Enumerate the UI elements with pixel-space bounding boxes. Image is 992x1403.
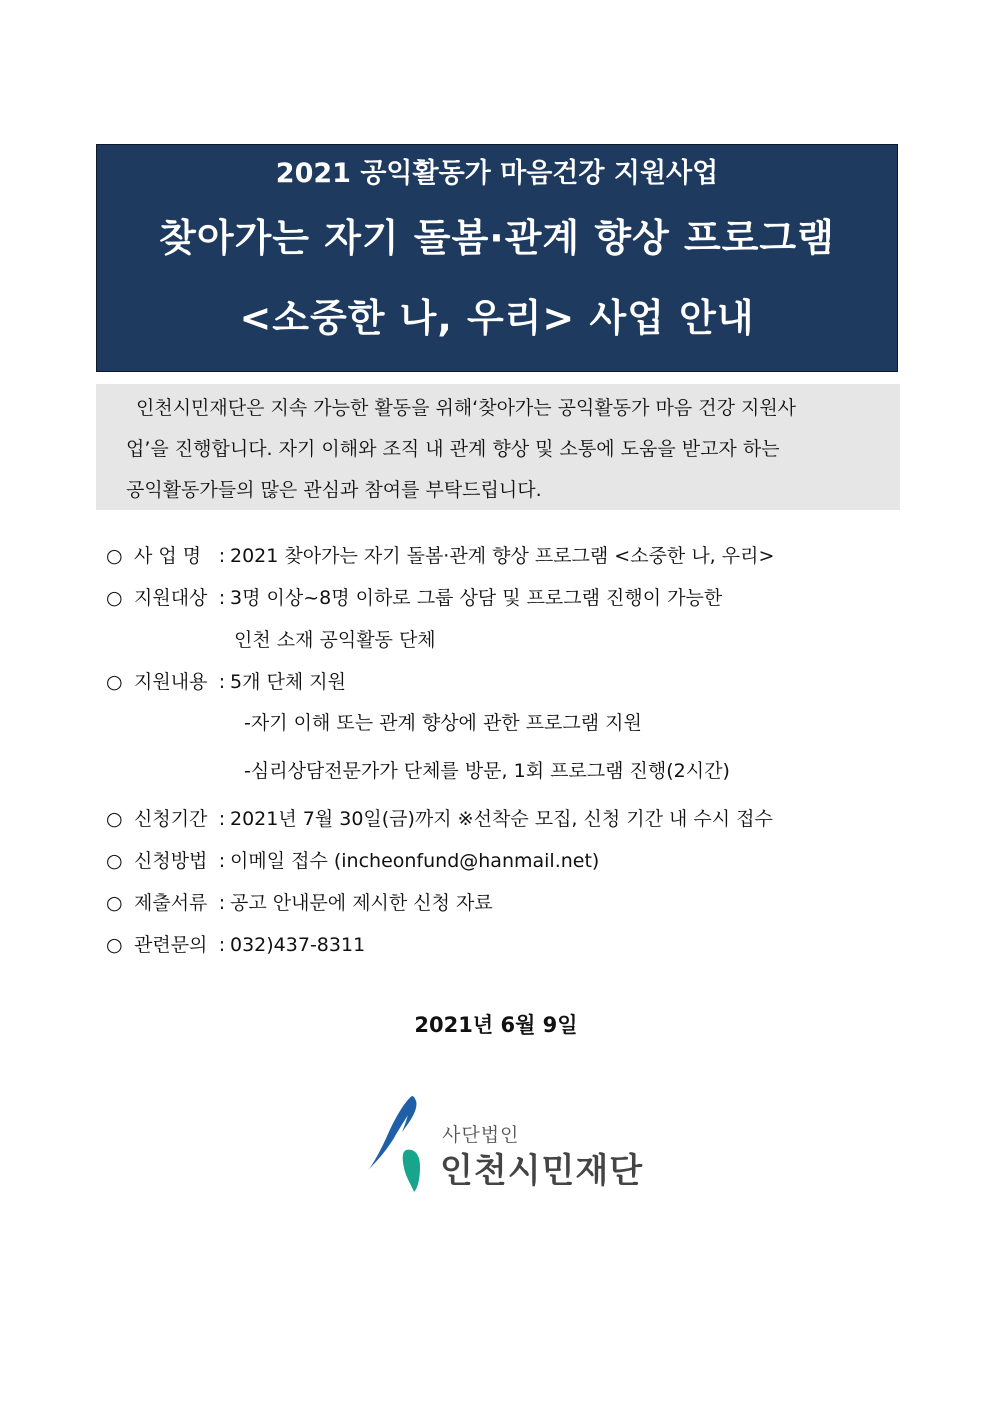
bullet-circle-icon: ○	[106, 934, 123, 956]
logo-name: 인천시민재단	[440, 1151, 644, 1191]
info-colon: :	[218, 587, 226, 609]
info-label: 사 업 명	[134, 545, 202, 567]
title-program-name: 찾아가는 자기 돌봄·관계 향상 프로그램	[159, 216, 835, 260]
info-sub-item: -심리상담전문가가 단체를 방문, 1회 프로그램 진행(2시간)	[244, 760, 730, 782]
info-row-project-name	[106, 543, 774, 569]
title-program-year: 2021 공익활동가 마음건강 지원사업	[275, 158, 719, 189]
info-colon: :	[218, 808, 226, 830]
info-label: 지원대상	[134, 587, 208, 609]
info-value: 3명 이상~8명 이하로 그룹 상담 및 프로그램 진행이 가능한	[230, 587, 723, 609]
intro-paragraph	[96, 384, 900, 510]
bullet-circle-icon: ○	[106, 892, 123, 914]
info-row-support	[106, 669, 346, 695]
info-sub-item: -자기 이해 또는 관계 향상에 관한 프로그램 지원	[244, 712, 642, 734]
info-colon: :	[218, 850, 226, 872]
info-row-period	[106, 806, 773, 832]
info-continuation: 인천 소재 공익활동 단체	[234, 629, 436, 651]
bullet-circle-icon: ○	[106, 671, 123, 693]
info-row-method	[106, 848, 599, 874]
info-row-target	[106, 585, 722, 611]
info-value: 2021년 7월 30일(금)까지 ※선착순 모집, 신청 기간 내 수시 접수	[230, 808, 773, 830]
info-value: 2021 찾아가는 자기 돌봄·관계 향상 프로그램 <소중한 나, 우리>	[230, 545, 775, 567]
title-banner	[96, 144, 898, 372]
info-label: 신청방법	[134, 850, 208, 872]
bullet-circle-icon: ○	[106, 587, 123, 609]
intro-line: 공익활동가들의 많은 관심과 참여를 부탁드립니다.	[126, 479, 542, 501]
info-value: 5개 단체 지원	[230, 671, 346, 693]
info-value: 이메일 접수 (incheonfund@hanmail.net)	[230, 850, 600, 872]
title-notice: <소중한 나, 우리> 사업 안내	[239, 296, 755, 340]
info-colon: :	[218, 892, 226, 914]
notice-date: 2021년 6월 9일	[414, 1013, 578, 1037]
foundation-logo-icon	[366, 1094, 432, 1194]
info-colon: :	[218, 934, 226, 956]
info-value: 032)437-8311	[230, 934, 366, 956]
info-colon: :	[218, 671, 226, 693]
info-row-contact	[106, 932, 365, 958]
info-value: 공고 안내문에 제시한 신청 자료	[230, 892, 493, 914]
info-label: 제출서류	[134, 892, 208, 914]
logo-subtitle: 사단법인	[442, 1124, 520, 1146]
info-row-documents	[106, 890, 493, 916]
bullet-circle-icon: ○	[106, 850, 123, 872]
bullet-circle-icon: ○	[106, 808, 123, 830]
info-colon: :	[218, 545, 226, 567]
info-label: 지원내용	[134, 671, 208, 693]
info-label: 신청기간	[134, 808, 208, 830]
bullet-circle-icon: ○	[106, 545, 123, 567]
intro-line: 업’을 진행합니다. 자기 이해와 조직 내 관계 향상 및 소통에 도움을 받고자 하는	[126, 438, 780, 460]
intro-line: 인천시민재단은 지속 가능한 활동을 위해‘찾아가는 공익활동가 마음 건강 지원사	[136, 397, 797, 419]
info-label: 관련문의	[134, 934, 208, 956]
